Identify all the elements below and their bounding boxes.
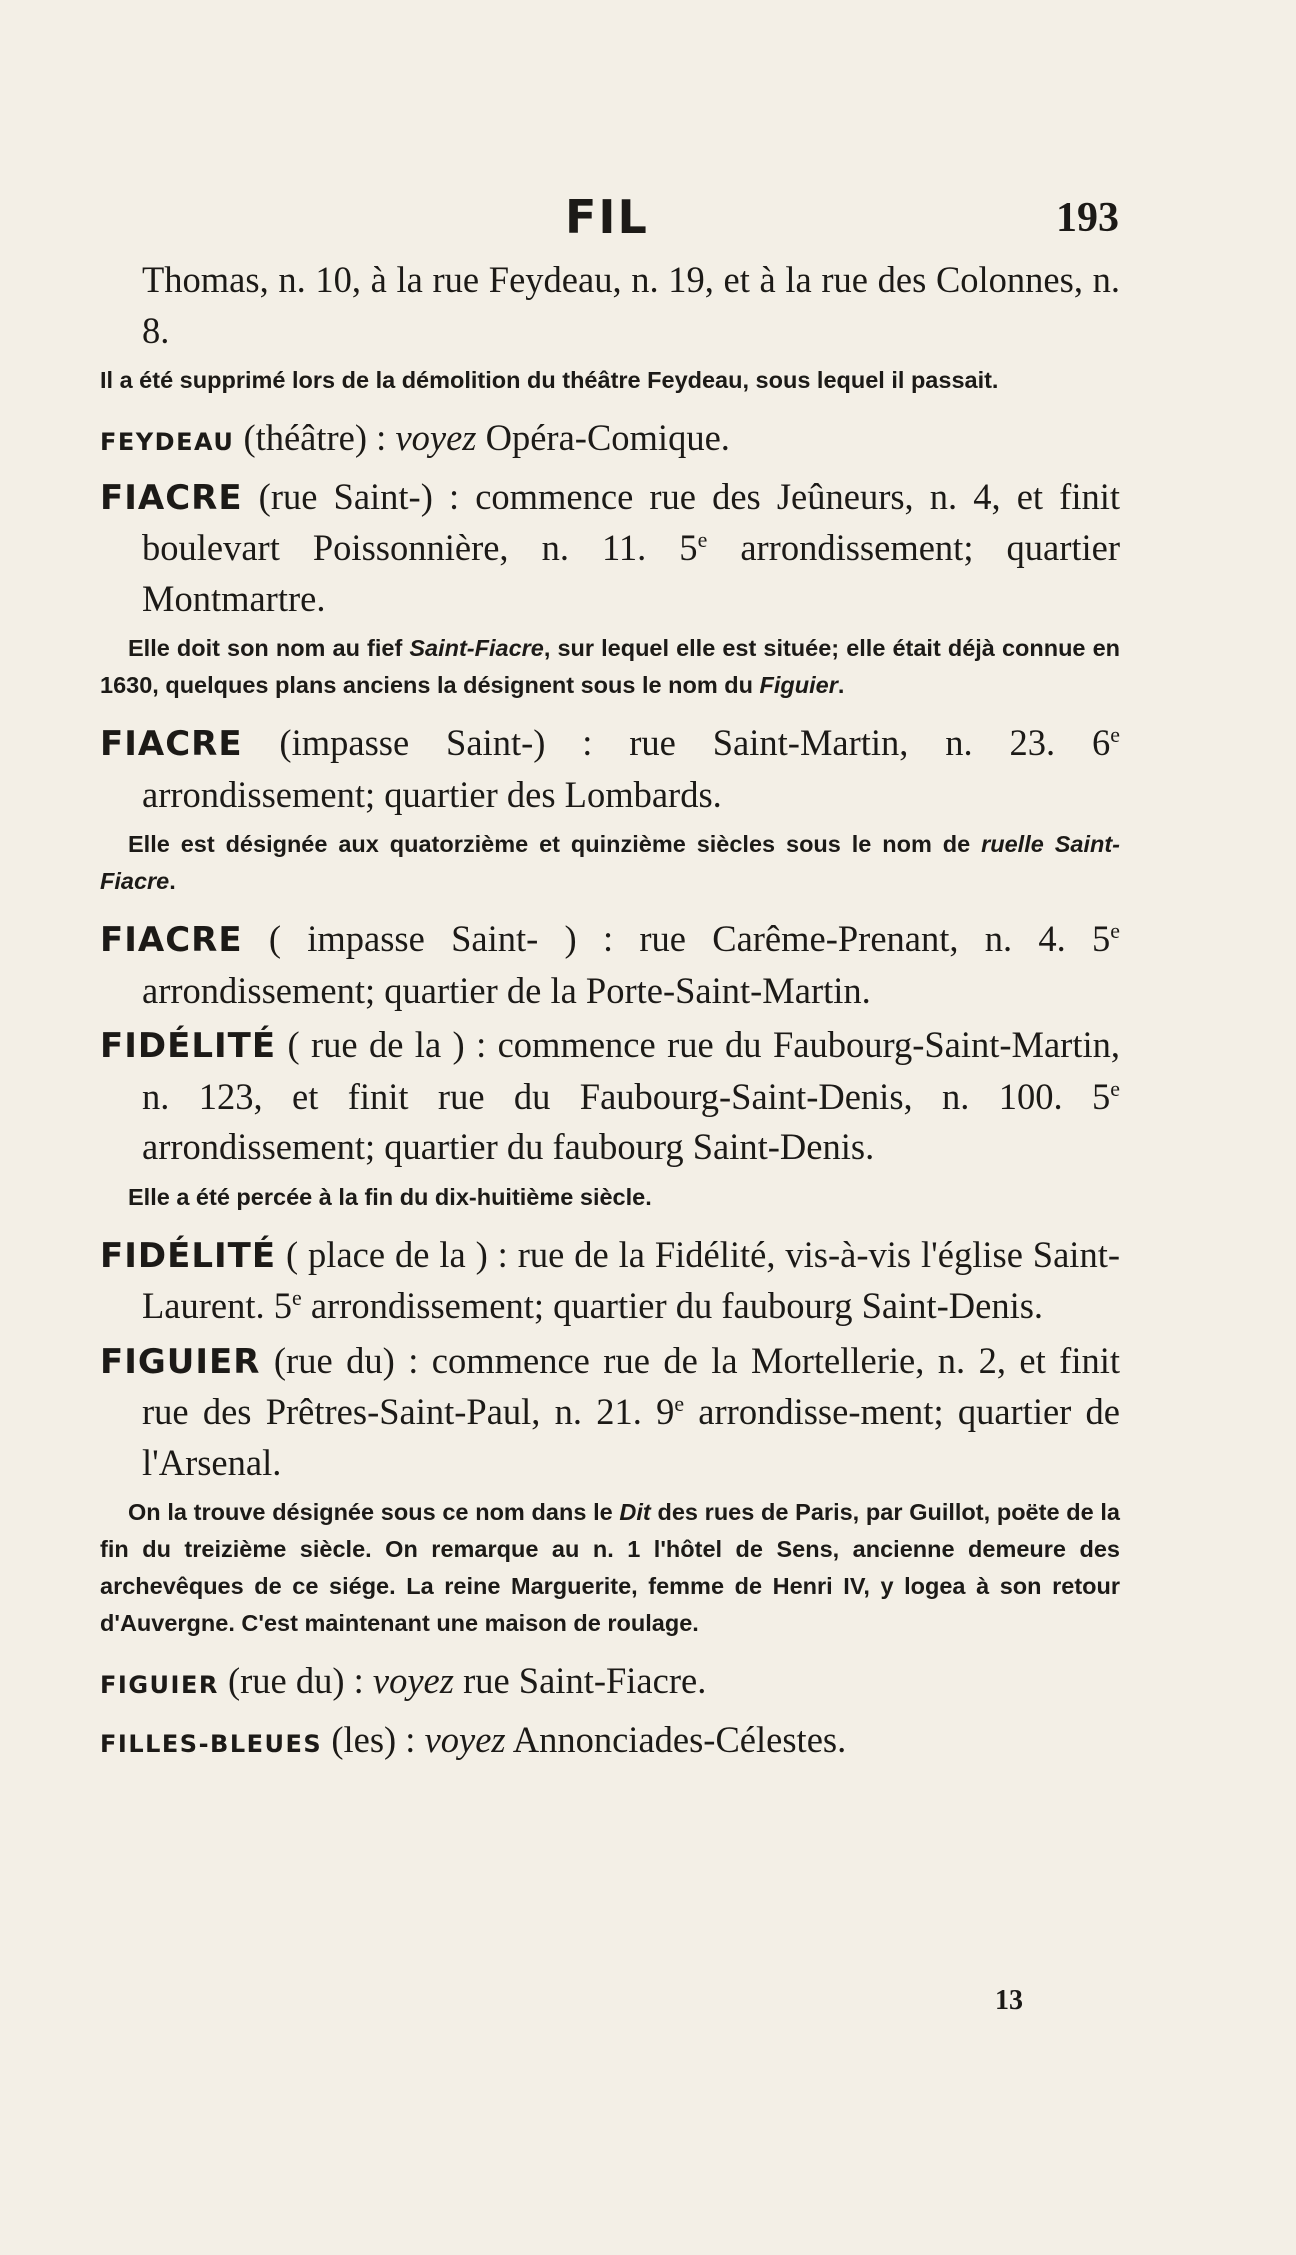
entry-text: arrondissement; quartier de la Porte-Saint-Martin.	[142, 969, 871, 1011]
entry-text: arrondissement; quartier du faubourg Saint-Denis.	[142, 1126, 875, 1167]
note-text: des rues de Paris, par Guillot, poëte de la fin du treizième siècle. On remarque au n. 1 l'hôtel de Sens, ancienne demeure des archevêques de ce siége. La reine Marguerite, femme de Henri IV, y logea à son retour d'Auvergne. C'est maintenant une maison de roulage.	[100, 1499, 1120, 1636]
entry-figuier-voyez	[100, 1656, 1120, 1711]
entry-headword: FILLES-BLEUES	[100, 1729, 323, 1758]
entry-text: arrondissement; quartier Montmartre.	[142, 527, 1120, 619]
entry-italic: voyez	[424, 1718, 506, 1760]
entry-fiacre-rue	[100, 472, 1120, 625]
running-title: FIL	[565, 190, 649, 244]
note-text: .	[837, 672, 845, 698]
entry-text: (rue Saint-) : commence rue des Jeûneurs, n. 4, et finit boulevart Poissonnière, n. 11. 5	[142, 475, 1120, 568]
entry-text: arrondissement; quartier des Lombards.	[142, 773, 722, 815]
entry-note	[100, 826, 1120, 900]
entry-fidelite-place	[100, 1230, 1120, 1332]
entry-note	[100, 1494, 1120, 1642]
note-italic: Dit	[619, 1499, 651, 1525]
ordinal-sup: e	[1110, 721, 1120, 747]
ordinal-sup: e	[1110, 1075, 1120, 1101]
entry-italic: voyez	[372, 1660, 454, 1701]
running-header	[0, 190, 1296, 250]
entry-text: Annonciades-Célestes.	[505, 1718, 847, 1760]
entry-text: ( place de la ) : rue de la Fidélité, vis-à-vis l'église Saint-Laurent. 5	[142, 1233, 1120, 1326]
entry-headword: FIDÉLITÉ	[100, 1235, 277, 1276]
entry-text: Opéra-Comique.	[476, 417, 730, 458]
page-number: 193	[1056, 195, 1119, 241]
note-italic: ruelle Saint-Fiacre	[100, 831, 1120, 894]
entry-text: (rue du) :	[218, 1660, 373, 1701]
entry-text: arrondissement; quartier du faubourg Saint-Denis.	[301, 1285, 1044, 1326]
entry-text: rue Saint-Fiacre.	[453, 1660, 707, 1701]
entry-text: ( rue de la ) : commence rue du Faubourg-Saint-Martin, n. 123, et finit rue du Faubourg-Saint-Denis, n. 100. 5	[142, 1024, 1120, 1117]
entry-fiacre-impasse-martin	[100, 718, 1120, 820]
note-text: Elle est désignée aux quatorzième et quinzième siècles sous le nom de	[128, 831, 982, 857]
entry-text: arrondisse-ment; quartier de l'Arsenal.	[142, 1391, 1120, 1483]
ordinal-sup: e	[674, 1390, 685, 1416]
entry-headword: FIACRE	[100, 920, 243, 960]
entry-note	[100, 630, 1120, 704]
page-body	[100, 255, 1120, 1773]
entry-text: (théâtre) :	[234, 417, 396, 458]
entry-headword: FIACRE	[100, 477, 243, 518]
ordinal-sup: e	[1110, 917, 1120, 943]
entry-fiacre-impasse-careme	[100, 914, 1120, 1016]
entry-text: ( impasse Saint- ) : rue Carême-Prenant, n. 4. 5	[242, 918, 1111, 959]
entry-note: Elle a été percée à la fin du dix-huitième siècle.	[128, 1183, 652, 1210]
note-text: .	[169, 868, 176, 894]
entry-headword: FIGUIER	[100, 1671, 219, 1699]
entry-headword: FEYDEAU	[100, 428, 235, 456]
note-text: On la trouve désignée sous ce nom dans le	[128, 1499, 620, 1525]
entry-headword: FIDÉLITÉ	[100, 1026, 277, 1066]
signature-mark: 13	[995, 1985, 1023, 2016]
continued-entry-text: Thomas, n. 10, à la rue Feydeau, n. 19, et à la rue des Colonnes, n. 8.	[142, 259, 1120, 351]
note-text: , sur lequel elle est située; elle était déjà connue en 1630, quelques plans anciens la désignent sous le nom du	[100, 635, 1120, 698]
entry-figuier-rue	[100, 1336, 1120, 1489]
entry-feydeau	[100, 413, 1120, 468]
note-text: Elle doit son nom au fief	[128, 635, 410, 661]
entry-italic: voyez	[395, 417, 477, 458]
entry-headword: FIACRE	[100, 724, 243, 764]
entry-text: (impasse Saint-) : rue Saint-Martin, n. 23. 6	[242, 722, 1111, 763]
ordinal-sup: e	[697, 526, 708, 552]
entry-headword: FIGUIER	[100, 1341, 261, 1382]
note-italic: Saint-Fiacre	[409, 635, 544, 661]
entry-text: (rue du) : commence rue de la Mortellerie, n. 2, et finit rue des Prêtres-Saint-Paul, n. 21. 9	[142, 1339, 1120, 1432]
entry-fidelite-rue	[100, 1020, 1120, 1173]
ordinal-sup: e	[292, 1284, 302, 1310]
entry-text: (les) :	[322, 1718, 425, 1760]
entry-filles-bleues	[100, 1715, 1120, 1770]
note-italic: Figuier	[759, 672, 838, 698]
continued-entry-note: Il a été supprimé lors de la démolition du théâtre Feydeau, sous lequel il passait.	[100, 367, 999, 393]
